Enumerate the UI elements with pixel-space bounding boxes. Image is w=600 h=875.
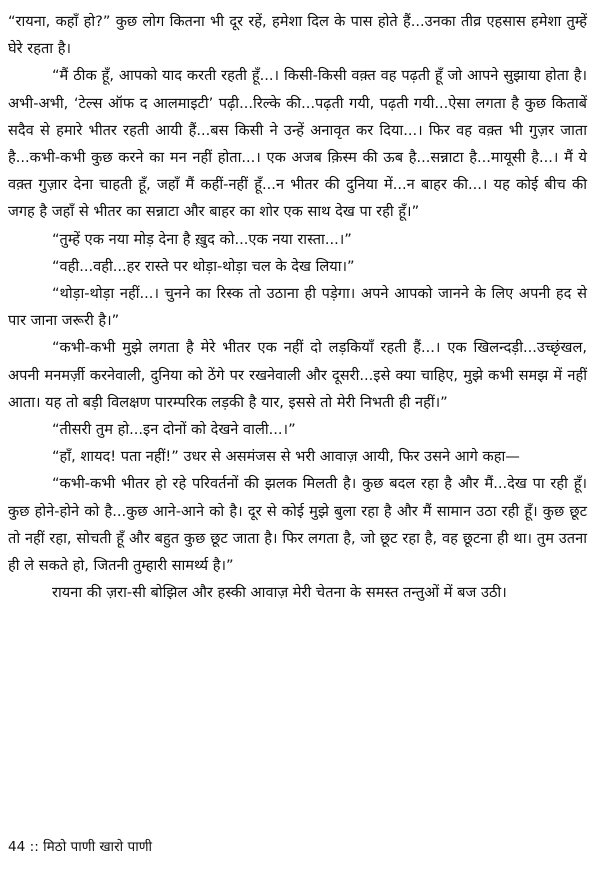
- footer-separator: ::: [29, 839, 39, 855]
- paragraph-5: “थोड़ा-थोड़ा नहीं...। चुनने का रिस्क तो उठाना ही पड़ेगा। अपने आपको जानने के लिए अपनी हद से पार जाना जरूरी है।”: [8, 285, 587, 330]
- paragraph-7: “तीसरी तुम हो...इन दोनों को देखने वाली...।”: [52, 421, 296, 439]
- paragraph-10: रायना की ज़रा-सी बोझिल और हस्की आवाज़ मेरी चेतना के समस्त तन्तुओं में बज उठी।: [52, 584, 507, 602]
- paragraph-8: “हाँ, शायद! पता नहीं!” उधर से असमंजस से भरी आवाज़ आयी, फिर उसने आगे कहा—: [52, 448, 520, 466]
- page-footer: [8, 836, 152, 855]
- paragraph-3: “तुम्हें एक नया मोड़ देना है ख़ुद को...एक नया रास्ता...।”: [52, 230, 352, 248]
- paragraph-4: “वही...वही...हर रास्ते पर थोड़ा-थोड़ा चल के देख लिया।”: [52, 257, 355, 275]
- page-number: 44: [8, 839, 26, 855]
- paragraph-9: “कभी-कभी भीतर हो रहे परिवर्तनों की झलक मिलती है। कुछ बदल रहा है और मैं...देख पा रही हूँ। कुछ होने-होने को है...कुछ आने-आने को है। दूर से कोई मुझे बुला रहा है और मैं सामान उठा रही हूँ। कुछ छूट तो नहीं रहा, सोचती हूँ और बहुत कुछ छूट जाता है। फिर लगता है, जो छूट रहा है, वह छूटना ही था। तुम उतना ही ले सकते हो, जितनी तुम्हारी सामर्थ्य है।”: [8, 475, 587, 575]
- paragraph-1: “रायना, कहाँ हो?” कुछ लोग कितना भी दूर रहें, हमेशा दिल के पास होते हैं...उनका तीव्र एहसास हमेशा तुम्हें घेरे रहता है।: [8, 13, 587, 58]
- book-title: मिठो पाणी खारो पाणी: [43, 839, 153, 855]
- paragraph-6: “कभी-कभी मुझे लगता है मेरे भीतर एक नहीं दो लड़कियाँ रहती हैं...। एक खिलन्दड़ी...उच्छृंखल, अपनी मनमर्ज़ी करनेवाली, दुनिया को ठेंगे पर रखनेवाली और दूसरी...इसे क्या चाहिए, मुझे कभी समझ में नहीं आता। यह तो बड़ी विलक्षण पारम्परिक लड़की है यार, इससे तो मेरी निभती ही नहीं।”: [8, 339, 587, 411]
- paragraph-2: “मैं ठीक हूँ, आपको याद करती रहती हूँ...। किसी-किसी वक़्त वह पढ़ती हूँ जो आपने सुझाया होता है। अभी-अभी, ‘टेल्स ऑफ द आलमाइटी’ पढ़ी...रिल्के की...पढ़ती गयी, पढ़ती गयी...ऐसा लगता है कुछ किताबें सदैव से हमारे भीतर रहती आयी हैं...बस किसी ने उन्हें अनावृत कर दिया...। फिर वह वक़्त भी गुज़र जाता है...कभी-कभी कुछ करने का मन नहीं होता...। एक अजब क़िस्म की ऊब है...सन्नाटा है...मायूसी है...। मैं ये वक़्त गुज़ार देना चाहती हूँ, जहाँ मैं कहीं-नहीं हूँ...न भीतर की दुनिया में...न बाहर की...। यह कोई बीच की जगह है जहाँ से भीतर का सन्नाटा और बाहर का शोर एक साथ देख पा रही हूँ।”: [8, 67, 587, 221]
